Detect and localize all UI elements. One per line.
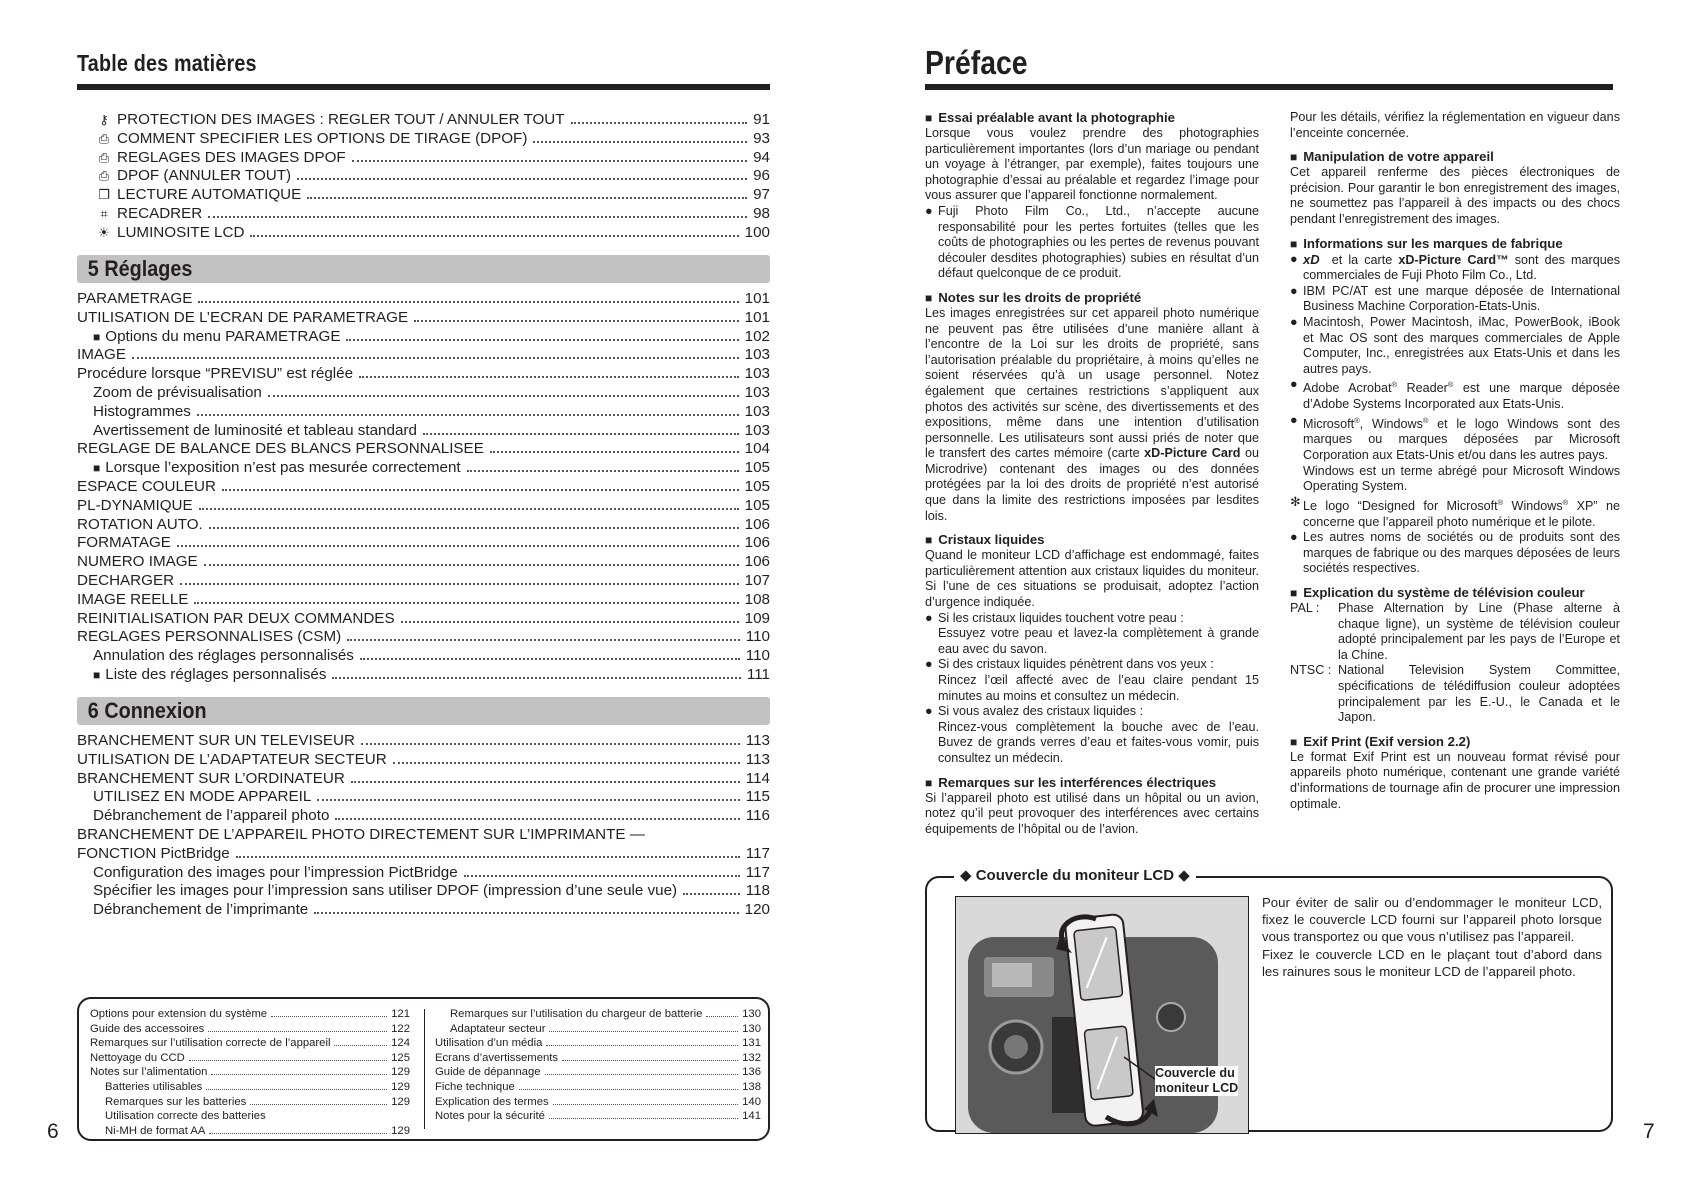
toc-entry-label: Avertissement de luminosité et tableau standard bbox=[93, 421, 417, 439]
toc-entry-page: 118 bbox=[745, 882, 770, 900]
toc-entry-page: 93 bbox=[753, 129, 770, 147]
dot-leader bbox=[490, 451, 739, 453]
toc-entry bbox=[77, 610, 770, 629]
toc-entry-page: 106 bbox=[744, 515, 770, 533]
toc-entry bbox=[77, 328, 770, 347]
dot-leader bbox=[467, 470, 739, 472]
toc-entry-label: Fiche technique bbox=[435, 1080, 515, 1093]
appendix-entry bbox=[90, 1066, 410, 1081]
toc-entry bbox=[77, 346, 770, 365]
toc-entry bbox=[77, 422, 770, 441]
toc-entry-page: 107 bbox=[744, 571, 770, 589]
marques-bullet-microsoft: ● Microsoft®, Windows® et le logo Windows sont des marques ou marques déposées par Microsoft Corporation aux Etats-Unis et/ou dans les autres pays. Windows est un terme abrégé pour Microsoft Windows Operating System. bbox=[1290, 412, 1620, 494]
toc-entry-label: Débranchement de l’appareil photo bbox=[93, 807, 330, 825]
toc-entry-label: REINITIALISATION PAR DEUX COMMANDES bbox=[77, 609, 395, 627]
appendix-entry bbox=[435, 1023, 761, 1038]
slideshow-icon: ❐ bbox=[98, 187, 110, 203]
dot-leader bbox=[209, 1133, 387, 1134]
dot-leader bbox=[346, 339, 738, 341]
toc-entry-page: 110 bbox=[745, 628, 770, 646]
toc-entry-label: PROTECTION DES IMAGES : REGLER TOUT / ANNULER TOUT bbox=[117, 111, 565, 128]
toc-entry-page: 98 bbox=[753, 204, 770, 222]
appendix-box bbox=[77, 997, 770, 1141]
toc-entry-label: UTILISATION DE L’ADAPTATEUR SECTEUR bbox=[77, 750, 387, 768]
dot-leader bbox=[549, 1118, 738, 1119]
section-6-bar bbox=[77, 697, 770, 725]
dot-leader bbox=[359, 376, 739, 378]
section-6-title: 6 Connexion bbox=[87, 698, 207, 723]
appendix-entry bbox=[435, 1081, 761, 1096]
toc-entry bbox=[77, 516, 770, 535]
page-number-left: 6 bbox=[47, 1120, 59, 1143]
dot-leader bbox=[177, 545, 739, 547]
square-bullet-icon: ■ bbox=[93, 461, 101, 476]
exif-body: Le format Exif Print est un nouveau format révisé pour appareils photo numérique, contenant une grande variété d’informations de tournage afin de procurer une impression optimale. bbox=[1290, 749, 1620, 811]
toc-entry bbox=[77, 553, 770, 572]
toc-entry-label: Remarques sur l’utilisation du chargeur de batterie bbox=[450, 1008, 703, 1020]
print-icon: ⎙ bbox=[98, 149, 110, 165]
tv-heading: ■ Explication du système de télévision couleur bbox=[1290, 585, 1620, 601]
square-bullet-icon: ■ bbox=[93, 667, 101, 682]
toc-entry-label: LECTURE AUTOMATIQUE bbox=[117, 186, 302, 204]
appendix-entry bbox=[90, 1008, 410, 1023]
dot-leader bbox=[211, 1074, 387, 1075]
toc-entry-page: 129 bbox=[391, 1124, 410, 1137]
toc-entry-page: 101 bbox=[744, 290, 770, 307]
toc-entry-page: 116 bbox=[745, 807, 770, 825]
toc-entry-label: Remarques sur les batteries bbox=[105, 1095, 247, 1108]
appendix-entry bbox=[90, 1096, 410, 1111]
toc-entry bbox=[77, 478, 770, 497]
dot-leader bbox=[393, 762, 740, 764]
toc-entry-page: 113 bbox=[745, 750, 770, 768]
toc-entry-page: 117 bbox=[745, 844, 770, 862]
dot-leader bbox=[352, 160, 747, 162]
toc-entry-page: 96 bbox=[753, 167, 770, 185]
key-icon: ⚷ bbox=[99, 112, 109, 127]
toc-entry-page: 121 bbox=[391, 1008, 410, 1020]
dot-leader bbox=[250, 235, 738, 237]
dot-leader bbox=[423, 433, 739, 435]
preface-column-2 bbox=[1290, 110, 1620, 812]
marques-bullet-xd: ● xD et la carte xD-Picture Card™ sont des marques commerciales de Fuji Photo Film Co., Ltd. bbox=[1290, 251, 1620, 283]
dot-leader bbox=[549, 1031, 738, 1032]
dot-leader bbox=[414, 320, 739, 322]
lcd-cover-illustration bbox=[955, 896, 1249, 1134]
cristaux-bullet-2: ● Si des cristaux liquides pénètrent dans vos yeux : Rincez l’œil affecté avec de l’eau claire pendant 15 minutes au moins et consultez un médecin. bbox=[925, 657, 1259, 703]
appendix-entry bbox=[435, 1110, 761, 1125]
toc-entry-page: 105 bbox=[744, 496, 770, 514]
toc-entry-label: REGLAGE DE BALANCE DES BLANCS PERSONNALISEE bbox=[77, 440, 484, 458]
toc-entry-page: 132 bbox=[742, 1051, 761, 1064]
toc-entry-label: LUMINOSITE LCD bbox=[117, 223, 245, 241]
appendix-entry bbox=[90, 1081, 410, 1096]
toc-entry bbox=[77, 497, 770, 516]
toc-entry bbox=[77, 826, 770, 845]
droits-body: Les images enregistrées sur cet appareil photo numérique ne peuvent pas être utilisées d’une manière allant à l’encontre de la Loi sur les droits de propriété, sans l’autorisation préalable du propriétaire, à moins qu’elles ne soient réservées qu’à un usage personnel. Notez également que certaines restrictions s’appliquent aux photos des activités sur scène, des divertissements et des expositions, même dans une intention d’utilisation personnelle. Les utilisateurs sont aussi priés de noter que le transfert des cartes mémoire (carte xD-Picture Card ou Microdrive) contenant des images ou des données protégées par la loi des droits de propriété n’est autorisé que dans la limite des restrictions imposées par lesdites lois. bbox=[925, 305, 1259, 523]
toc-entry-label: NUMERO IMAGE bbox=[77, 553, 198, 571]
dot-leader bbox=[351, 781, 740, 783]
dot-leader bbox=[307, 197, 747, 199]
dot-leader bbox=[268, 395, 739, 397]
toc-entry-page: 130 bbox=[742, 1008, 761, 1020]
dot-leader bbox=[401, 621, 739, 623]
interferences-heading: ■ Remarques sur les interférences électriques bbox=[925, 775, 1259, 791]
toc-entry bbox=[93, 167, 770, 186]
page-number-right: 7 bbox=[1643, 1120, 1655, 1143]
marques-bullet-apple: ● Macintosh, Power Macintosh, iMac, PowerBook, iBook et Mac OS sont des marques commerciales de Apple Computer, Inc., enregistrées aux Etats-Unis et dans les autres pays. bbox=[1290, 314, 1620, 376]
appendix-entry bbox=[435, 1008, 761, 1023]
lcd-cover-label: Couvercle du moniteur LCD bbox=[1155, 1066, 1239, 1095]
toc-entry-page: 101 bbox=[744, 308, 770, 326]
toc-entry bbox=[93, 205, 770, 224]
lcd-cover-title: ◆ Couvercle du moniteur LCD ◆ bbox=[954, 866, 1196, 884]
appendix-entry bbox=[90, 1110, 410, 1125]
section-5-title: 5 Réglages bbox=[87, 256, 193, 281]
toc-entry-label: Batteries utilisables bbox=[105, 1080, 203, 1093]
dot-leader bbox=[236, 856, 740, 858]
toc-entry-page: 106 bbox=[744, 553, 770, 571]
dot-leader bbox=[180, 583, 739, 585]
toc-entry-label: BRANCHEMENT DE L’APPAREIL PHOTO DIRECTEMENT SUR L’IMPRIMANTE — bbox=[77, 825, 645, 843]
toc-entry-label: BRANCHEMENT SUR L’ORDINATEUR bbox=[77, 769, 345, 787]
toc-entry-label: PL-DYNAMIQUE bbox=[77, 496, 193, 514]
toc-entry-page: 94 bbox=[753, 148, 770, 166]
toc-entry-label: BRANCHEMENT SUR UN TELEVISEUR bbox=[77, 732, 355, 749]
print-icon: ⎙ bbox=[98, 130, 110, 146]
cristaux-heading: ■ Cristaux liquides bbox=[925, 532, 1259, 548]
marques-note-designed-for: ✻ Le logo “Designed for Microsoft® Windows® XP” ne concerne que l’appareil photo numérique et le pilote. bbox=[1290, 494, 1620, 529]
toc-entry-page: 124 bbox=[391, 1037, 410, 1050]
toc-entry-label: Configuration des images pour l’impression PictBridge bbox=[93, 863, 458, 881]
dot-leader bbox=[271, 1016, 387, 1017]
toc-entry bbox=[77, 572, 770, 591]
toc-entry-label: Utilisation d’un média bbox=[435, 1037, 543, 1050]
toc-entry-page: 100 bbox=[744, 223, 770, 241]
toc-entry bbox=[77, 788, 770, 807]
toc-title: Table des matières bbox=[77, 50, 257, 76]
dot-leader bbox=[571, 122, 748, 124]
manipulation-heading: ■ Manipulation de votre appareil bbox=[1290, 149, 1620, 165]
marques-bullet-others: ● Les autres noms de sociétés ou de produits sont des marques de fabrique ou des marques déposées de leurs sociétés respectives. bbox=[1290, 530, 1620, 576]
toc-entry-page: 129 bbox=[391, 1095, 410, 1108]
xd-logo-icon: xD bbox=[1303, 251, 1320, 267]
toc-entry-page: 104 bbox=[744, 440, 770, 458]
preface-column-1 bbox=[925, 110, 1259, 837]
toc-entry bbox=[77, 807, 770, 826]
toc-entry-label: Remarques sur l’utilisation correcte de l’appareil bbox=[90, 1037, 331, 1050]
toc-entry-page: 131 bbox=[742, 1037, 761, 1050]
marques-heading: ■ Informations sur les marques de fabrique bbox=[1290, 236, 1620, 252]
toc-entry-page: 109 bbox=[744, 609, 770, 627]
appendix-entry bbox=[90, 1023, 410, 1038]
toc-entry bbox=[77, 666, 770, 685]
toc-entry-label: COMMENT SPECIFIER LES OPTIONS DE TIRAGE (DPOF) bbox=[117, 129, 528, 147]
lcd-cover-text-2: Fixez le couvercle LCD en le plaçant tout d’abord dans les rainures sous le moniteur LCD de l’appareil photo. bbox=[1262, 946, 1602, 979]
interferences-body: Si l’appareil photo est utilisé dans un hôpital ou un avion, notez qu’il peut provoquer des interférences avec certains équipements de l’hôpital ou de l’avion. bbox=[925, 790, 1259, 836]
tv-pal: PAL : Phase Alternation by Line (Phase alterne à chaque ligne), un système de télévision couleur adopté principalement par les pays de l’Europe et la Chine. bbox=[1290, 601, 1620, 662]
toc-entry-page: 103 bbox=[744, 383, 770, 401]
toc-entry bbox=[77, 384, 770, 403]
toc-entry-page: 114 bbox=[745, 769, 770, 787]
dot-leader bbox=[545, 1074, 739, 1075]
toc-entry-label: REGLAGES DES IMAGES DPOF bbox=[117, 148, 346, 166]
dot-leader bbox=[464, 875, 740, 877]
toc-entry-label: REGLAGES PERSONNALISES (CSM) bbox=[77, 628, 342, 646]
essai-body: Lorsque vous voulez prendre des photographies particulièrement importantes (lors d’un mariage ou pendant un voyage à l’étranger, par exemple), faites toujours une photographie d’essai au préalable et regardez l’image pour vous assurer que l’appareil fonctionne normalement. bbox=[925, 126, 1259, 203]
toc-entry-page: 103 bbox=[744, 365, 770, 383]
brightness-icon: ☀ bbox=[98, 224, 110, 240]
toc-entry bbox=[93, 149, 770, 168]
toc-entry bbox=[93, 224, 770, 243]
toc-entry-page: 140 bbox=[742, 1095, 761, 1108]
section-5-list bbox=[77, 290, 770, 685]
toc-entry-page: 141 bbox=[742, 1110, 761, 1123]
toc-entry-label: Annulation des réglages personnalisés bbox=[93, 647, 354, 665]
toc-entry-label: FONCTION PictBridge bbox=[77, 844, 230, 862]
toc-entry bbox=[77, 901, 770, 920]
dot-leader bbox=[206, 1089, 387, 1090]
tv-ntsc: NTSC : National Television System Committee, spécifications de télédiffusion couleur adoptées principalement par les E.-U., le Canada et le Japon. bbox=[1290, 663, 1620, 725]
print-icon: ⎙ bbox=[98, 168, 110, 184]
toc-entry-label: Utilisation correcte des batteries bbox=[105, 1110, 266, 1123]
toc-entry-page: 111 bbox=[746, 665, 770, 683]
toc-entry-page: 129 bbox=[391, 1066, 410, 1079]
appendix-divider bbox=[424, 1009, 425, 1129]
toc-entry-label: Liste des réglages personnalisés bbox=[105, 665, 327, 683]
dot-leader bbox=[222, 489, 739, 491]
appendix-entry bbox=[435, 1066, 761, 1081]
toc-entry-page: 91 bbox=[753, 111, 770, 128]
essai-heading: ■ Essai préalable avant la photographie bbox=[925, 110, 1259, 126]
dot-leader bbox=[332, 677, 740, 679]
toc-entry-label: Guide des accessoires bbox=[90, 1022, 205, 1035]
toc-entry-label: IMAGE bbox=[77, 346, 126, 364]
toc-entry-page: 136 bbox=[742, 1066, 761, 1079]
toc-entry-page: 113 bbox=[745, 732, 770, 749]
dot-leader bbox=[706, 1016, 738, 1017]
preface-rule bbox=[925, 84, 1613, 90]
toc-entry-page: 115 bbox=[745, 788, 770, 806]
toc-entry-page: 105 bbox=[744, 459, 770, 477]
toc-entry-label: ESPACE COULEUR bbox=[77, 477, 216, 495]
toc-entry bbox=[77, 864, 770, 883]
toc-entry bbox=[77, 751, 770, 770]
toc-entry-page: 103 bbox=[744, 346, 770, 364]
cristaux-bullet-1: ● Si les cristaux liquides touchent votre peau : Essuyez votre peau et lavez-la complètement à grande eau avec du savon. bbox=[925, 610, 1259, 656]
dot-leader bbox=[208, 1031, 387, 1032]
toc-entry-label: FORMATAGE bbox=[77, 534, 171, 552]
toc-top-list bbox=[77, 111, 770, 243]
toc-entry bbox=[77, 365, 770, 384]
cristaux-body: Quand le moniteur LCD d’affichage est endommagé, faites particulièrement attention aux cristaux liquides du moniteur. Si l’une de ces situations se produisait, adoptez l’action d’urgence indiquée. bbox=[925, 548, 1259, 610]
dot-leader bbox=[317, 799, 739, 801]
toc-entry-label: Options pour extension du système bbox=[90, 1008, 268, 1020]
toc-entry bbox=[77, 628, 770, 647]
toc-entry-page: 97 bbox=[753, 186, 770, 204]
toc-entry-page: 108 bbox=[744, 590, 770, 608]
appendix-entry bbox=[90, 1037, 410, 1052]
toc-entry bbox=[77, 534, 770, 553]
toc-entry bbox=[77, 459, 770, 478]
toc-entry-label: Options du menu PARAMETRAGE bbox=[105, 327, 341, 345]
toc-entry-label: PARAMETRAGE bbox=[77, 290, 193, 307]
dot-leader bbox=[209, 527, 739, 529]
toc-entry-label: Histogrammes bbox=[93, 402, 191, 420]
marques-bullet-adobe: ● Adobe Acrobat® Reader® est une marque déposée d’Adobe Systems Incorporated aux Etats-Unis. bbox=[1290, 377, 1620, 412]
toc-entry-label: DECHARGER bbox=[77, 571, 175, 589]
dot-leader bbox=[335, 818, 739, 820]
toc-entry-label: Procédure lorsque “PREVISU” est réglée bbox=[77, 365, 354, 383]
appendix-entry bbox=[435, 1096, 761, 1111]
cristaux-bullet-3: ● Si vous avalez des cristaux liquides : Rincez-vous complètement la bouche avec de l’eau. Buvez de grands verres d’eau et faites-vous vomir, puis consultez un médecin. bbox=[925, 704, 1259, 765]
toc-entry-page: 122 bbox=[391, 1022, 410, 1035]
appendix-entry bbox=[435, 1052, 761, 1067]
toc-entry-label: Ecrans d’avertissements bbox=[435, 1051, 559, 1064]
lcd-cover-box bbox=[925, 867, 1613, 1132]
dot-leader bbox=[519, 1089, 738, 1090]
toc-entry bbox=[77, 882, 770, 901]
toc-entry-page: 106 bbox=[744, 534, 770, 552]
toc-entry-page: 138 bbox=[742, 1080, 761, 1093]
dot-leader bbox=[360, 658, 740, 660]
toc-entry-page: 110 bbox=[745, 647, 770, 665]
toc-entry bbox=[93, 186, 770, 205]
toc-entry bbox=[77, 845, 770, 864]
marques-bullet-ibm: ● IBM PC/AT est une marque déposée de International Business Machine Corporation-Etats-Unis. bbox=[1290, 283, 1620, 314]
dot-leader bbox=[250, 1104, 387, 1105]
section-5-bar bbox=[77, 255, 770, 283]
toc-entry-label: Notes pour la sécurité bbox=[435, 1110, 545, 1123]
appendix-entry bbox=[90, 1052, 410, 1067]
dot-leader bbox=[208, 216, 747, 218]
toc-entry-label: Nettoyage du CCD bbox=[90, 1051, 185, 1064]
col2-intro: Pour les détails, vérifiez la réglementation en vigueur dans l’enceinte concernée. bbox=[1290, 110, 1620, 140]
dot-leader bbox=[297, 178, 747, 180]
dot-leader bbox=[533, 141, 747, 143]
toc-entry bbox=[77, 770, 770, 789]
dot-leader bbox=[361, 743, 740, 745]
toc-entry-label: Explication des termes bbox=[435, 1095, 549, 1108]
droits-heading: ■ Notes sur les droits de propriété bbox=[925, 290, 1259, 306]
dot-leader bbox=[132, 357, 739, 359]
toc-entry bbox=[77, 309, 770, 328]
toc-entry bbox=[77, 647, 770, 666]
toc-entry-page: 105 bbox=[744, 477, 770, 495]
appendix-entry bbox=[435, 1037, 761, 1052]
toc-entry-page: 103 bbox=[744, 402, 770, 420]
toc-entry-label: Notes sur l’alimentation bbox=[90, 1066, 208, 1079]
toc-entry-label: ROTATION AUTO. bbox=[77, 515, 203, 533]
toc-entry-page: 102 bbox=[744, 327, 770, 345]
toc-entry-label: Spécifier les images pour l’impression sans utiliser DPOF (impression d’une seule vue) bbox=[93, 882, 678, 900]
toc-entry-page: 125 bbox=[391, 1051, 410, 1064]
title-rule bbox=[77, 84, 770, 90]
toc-entry-label: Débranchement de l’imprimante bbox=[93, 901, 309, 919]
dot-leader bbox=[197, 414, 739, 416]
toc-entry-label: Ni-MH de format AA bbox=[105, 1124, 206, 1137]
dot-leader bbox=[194, 602, 738, 604]
toc-entry-page: 117 bbox=[745, 863, 770, 881]
toc-entry-page: 120 bbox=[744, 901, 770, 919]
dot-leader bbox=[546, 1045, 738, 1046]
appendix-entry bbox=[90, 1125, 410, 1140]
dot-leader bbox=[683, 893, 740, 895]
section-6-list bbox=[77, 732, 770, 920]
toc-entry-label: Guide de dépannage bbox=[435, 1066, 541, 1079]
toc-entry-label: Zoom de prévisualisation bbox=[93, 383, 262, 401]
preface-title: Préface bbox=[925, 44, 1028, 81]
exif-heading: ■ Exif Print (Exif version 2.2) bbox=[1290, 734, 1620, 750]
toc-entry-page: 130 bbox=[742, 1022, 761, 1035]
toc-entry-label: UTILISEZ EN MODE APPAREIL bbox=[93, 788, 312, 806]
toc-entry-label: RECADRER bbox=[117, 204, 203, 222]
toc-entry bbox=[77, 591, 770, 610]
dot-leader bbox=[199, 508, 739, 510]
dot-leader bbox=[314, 912, 738, 914]
toc-entry bbox=[77, 403, 770, 422]
lcd-cover-text-1: Pour éviter de salir ou d’endommager le moniteur LCD, fixez le couvercle LCD fourni sur l’appareil photo lorsque vous transportez ou que vous n’utilisez pas l’appareil. bbox=[1262, 895, 1602, 945]
toc-entry-page: 103 bbox=[744, 421, 770, 439]
toc-entry bbox=[77, 732, 770, 751]
dot-leader bbox=[553, 1104, 738, 1105]
manipulation-body: Cet appareil renferme des pièces électroniques de précision. Pour garantir le bon enregistrement des images, ne soumettez pas l’appareil à des impacts ou des chocs pendant l’enregistrement des images. bbox=[1290, 165, 1620, 226]
dot-leader bbox=[198, 301, 738, 303]
toc-entry-label: Adaptateur secteur bbox=[450, 1022, 546, 1035]
toc-entry-label: Lorsque l’exposition n’est pas mesurée correctement bbox=[105, 459, 461, 477]
toc-entry bbox=[77, 440, 770, 459]
dot-leader bbox=[347, 639, 740, 641]
toc-entry-label: IMAGE REELLE bbox=[77, 590, 189, 608]
square-bullet-icon: ■ bbox=[93, 329, 101, 344]
lcd-cover-text bbox=[1262, 894, 1602, 980]
appendix-left-column bbox=[90, 1008, 410, 1139]
toc-entry bbox=[77, 290, 770, 309]
essai-bullet: ● Fuji Photo Film Co., Ltd., n’accepte aucune responsabilité pour les pertes fortuites (telles que les coûts de photographies ou les pertes de revenus pouvant découler desdites photographies) subies en résultat d’un défaut quelconque de ce produit. bbox=[925, 203, 1259, 281]
toc-entry bbox=[93, 130, 770, 149]
right-page bbox=[844, 0, 1688, 1180]
dot-leader bbox=[204, 564, 739, 566]
dot-leader bbox=[189, 1060, 387, 1061]
crop-icon: ⌗ bbox=[100, 205, 108, 221]
camera-illustration-icon bbox=[956, 897, 1248, 1133]
dot-leader bbox=[334, 1045, 387, 1046]
toc-entry bbox=[93, 111, 770, 130]
toc-entry-page: 129 bbox=[391, 1080, 410, 1093]
appendix-right-column bbox=[435, 1008, 761, 1125]
toc-entry-label: DPOF (ANNULER TOUT) bbox=[117, 167, 292, 185]
dot-leader bbox=[562, 1060, 738, 1061]
toc-entry-label: UTILISATION DE L’ECRAN DE PARAMETRAGE bbox=[77, 308, 409, 326]
